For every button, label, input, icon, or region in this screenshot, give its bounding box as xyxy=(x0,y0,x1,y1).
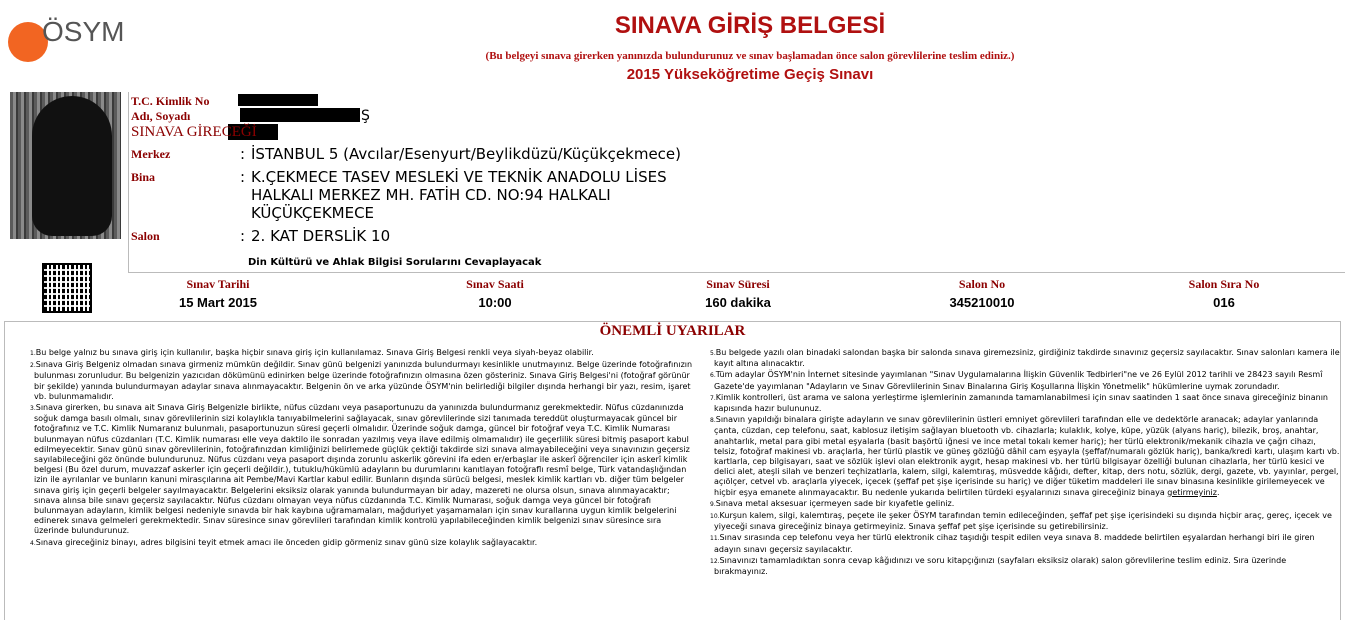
religion-questions-note: Din Kültürü ve Ahlak Bilgisi Sorularını Cevaplayacak xyxy=(248,257,542,268)
exam-name: 2015 Yükseköğretime Geçiş Sınavı xyxy=(626,66,874,83)
hall-number-label: Salon No xyxy=(958,277,1006,291)
exam-time-label: Sınav Saati xyxy=(466,277,524,291)
section-label: SINAVA GİRECEĞİ xyxy=(131,124,257,140)
warning-item: 5.Bu belgede yazılı olan binadaki salondan başka bir salonda sınava giremezsiniz, girdiğiniz takdirde sınavınız geçersiz sayılacaktır. Sınav salonları kamera ile kayıt altına alınacaktır. xyxy=(710,348,1340,369)
exam-date-label: Sınav Tarihi xyxy=(186,277,250,291)
warning-item: 2.Sınava Giriş Belgeniz olmadan sınava girmeniz mümkün değildir. Sınav günü belgenizi yanınızda bulundurmayı kesinlikle unutmayınız. Belge üzerinde fotoğrafınızın bulunması zorunludur. Bu belgenizin yazıcıdan dökümünü edinirken belge üzerinde fotoğrafınızın olmasına özen gösteriniz. Sınava Giriş Belgesi'ni (fotoğraf görünür bir şekilde) yanında bulundurmayan adaylar sınava alınmayacaktır. Belgenin ön ve arka yüzünde ÖSYM'nin belirlediği bilgiler dışında herhangi bir yazı, resim, işaret vb. bulunmamalıdır. xyxy=(30,360,693,401)
exam-duration-label: Sınav Süresi xyxy=(706,277,770,291)
tc-label: T.C. Kimlik No xyxy=(131,94,210,108)
center-colon: : xyxy=(240,145,246,163)
photo-redacted-face xyxy=(32,96,112,236)
logo-text: ÖSYM xyxy=(42,16,125,47)
underlined-word: getirmeyiniz xyxy=(1167,487,1217,497)
name-redaction xyxy=(240,108,360,122)
building-colon: : xyxy=(240,168,246,186)
tc-redaction xyxy=(238,94,318,106)
osym-logo xyxy=(8,14,138,74)
seat-number-label: Salon Sıra No xyxy=(1188,277,1260,291)
building-line-1: K.ÇEKMECE TASEV MESLEKİ VE TEKNİK ANADOLU LİSES xyxy=(251,168,667,186)
exam-time-value: 10:00 xyxy=(478,295,512,310)
hall-number xyxy=(892,277,1072,310)
document-subtitle: (Bu belgeyi sınava girerken yanınızda bulundurunuz ve sınav başlamadan önce salon görevlilerine teslim ediniz.) xyxy=(485,50,1015,62)
exam-date-value: 15 Mart 2015 xyxy=(178,295,258,310)
exam-date xyxy=(128,277,308,310)
warnings-title: ÖNEMLİ UYARILAR xyxy=(599,323,746,339)
center-label: Merkez xyxy=(131,147,171,161)
warning-item: 1.Bu belge yalnız bu sınava giriş için kullanılır, başka hiçbir sınava giriş için kullanılamaz. Sınava Giriş Belgesi renkli veya siyah-beyaz olabilir. xyxy=(30,348,594,357)
exam-time xyxy=(405,277,585,310)
exam-duration-value: 160 dakika xyxy=(705,295,771,310)
qr-code xyxy=(42,263,92,313)
warnings-left-column xyxy=(30,348,695,550)
warning-item: 3.Sınava girerken, bu sınava ait Sınava Giriş Belgenizle birlikte, nüfus cüzdanı veya pasaportunuzu da yanınızda bulundurmanız gerekmektedir. Nüfus cüzdanınızda soğuk damga basılı olmalı, sınav görevlilerinin sizi kolaylıkla tanıyabilmelerini sağlayacak, sınav görevlilerinde sizi tanımada tereddüt oluşturmayacak güncel bir fotoğrafınız ve T.C. Kimlik Numaranız bulunmalı, pasaportunuzun süresi geçerli olmalıdır. Üzerinde soğuk damga, güncel bir fotoğraf veya T.C. Kimlik Numarası bulunmayan nüfus cüzdanları (T.C. Kimlik numarası elle veya daktilo ile sonradan yazılmış veya ilave edilmiş olmamalıdır) ile geçerlilik süresi bitmiş pasaport kabul edilmeyecektir. Sınav günü sınav görevlilerinin, fotoğrafınızdan kimliğinizi belirlemede güçlük çektiği takdirde sizi sınava almayabileceğini veya sınavınızın geçersiz sayılabileceğini göz önünde bulundurunuz. Nüfus cüzdanı veya pasaport dışında zorunlu askerlik görevini ifa eden er/erbaşlar ile askerî öğrenciler için askerî kimlik belgesi (Bu özel durum, muvazzaf askerler için geçerli değildir.), tutuklu/hükümlü adayların bu durumlarını kanıtlayan fotoğraflı resmî belge, Türk vatandaşlığından izin ile ayrılanlar ve bunların kanuni mirasçılarına ait Pembe/Mavi Kartlar kabul edilir. Bunların dışında sürücü belgesi, meslek kimlik kartları vb. diğer tüm belgeler sınava giriş için geçerli belgeler sayılmayacaktır. Belgelerini eksiksiz olarak yanında bulundurmayan bir aday, mazereti ne olursa olsun, sınava alınmayacaktır; sınava alınsa bile sınavı geçersiz sayılacaktır. Nüfus cüzdanı olmayan veya nüfus cüzdanında T.C. Kimlik Numarası, soğuk damga veya güncel bir fotoğrafı bulunmayan adayların, kimlik belgesi nedeniyle sınavda bir hak kaybına uğramamaları, mağduriyet yaşamamaları için sınav kurallarına uygun kimlik belgelerini edinerek sınava gelmeleri gerekmektedir. Sınav süresince sınav görevlileri tarafından kimlik kontrolü yapılabileceğinden kimlik belgenizi sınav süresince sıra üzerinde bulundurunuz. xyxy=(30,403,690,536)
warning-item: 6.Tüm adaylar ÖSYM'nin İnternet sitesinde yayımlanan "Sınav Uygulamalarına İlişkin Güvenlik Tedbirleri"ne ve 26 Eylül 2012 tarihli ve 28423 sayılı Resmî Gazete'de yayımlanan "Adayların ve Sınav Görevlilerinin Sınav Binalarına Giriş Koşullarına İlişkin Yönetmelik" hükümlerine uymak zorundadır. xyxy=(710,370,1323,391)
hall-label: Salon xyxy=(131,229,160,243)
hall-colon: : xyxy=(240,227,246,245)
building-line-3: KÜÇÜKÇEKMECE xyxy=(251,204,375,222)
seat-number xyxy=(1134,277,1314,310)
hall-value: 2. KAT DERSLİK 10 xyxy=(251,227,391,245)
building-label: Bina xyxy=(131,170,156,184)
warning-item: 9.Sınava metal aksesuar içermeyen sade bir kıyafetle geliniz. xyxy=(710,498,955,508)
hall-number-value: 345210010 xyxy=(949,295,1015,310)
warning-item: 4.Sınava gireceğiniz binayı, adres bilgisini teyit etmek amacı ile önceden gidip görmeniz sınav günü size kolaylık sağlayacaktır. xyxy=(30,537,538,547)
name-visible-tail: Ş xyxy=(361,108,370,124)
name-label: Adı, Soyadı xyxy=(131,109,191,123)
warnings-right-column xyxy=(710,348,1340,578)
warning-item: 8.Sınavın yapıldığı binalara girişte adayların ve sınav görevlilerinin üstleri emniyet görevlileri tarafından elle ve dedektörle aranacak; adaylar yanlarında çanta, cüzdan, cep telefonu, saat, kablosuz iletişim sağlayan bluetooth vb. cihazlarla; kulaklık, kolye, küpe, yüzük (alyans hariç), bilezik, broş, anahtar, anahtarlık, metal para gibi metal eşyalarla (basit başörtü iğnesi ve ince metal tokalı kemer hariç); her türlü elektronik/mekanik cihazla ve çağrı cihazı, telsiz, fotoğraf makinesi vb. araçlarla, her türlü plastik ve güneş gözlüğü dâhil cam eşyayla (şeffaf/numaralı gözlük hariç), banka/kredi kartı, ulaşım kartı vb. kartlarla, cep bilgisayarı, saat ve sözlük işlevi olan elektronik aygıt, hesap makinesi vb. her türlü bilgisayar özelliği bulunan cihazlarla, her türlü kesici ve delici alet, ateşli silah ve benzeri teçhizatlarla, kalem, silgi, kalemtıraş, müsvedde kâğıdı, defter, kitap, ders notu, sözlük, dergi, gazete, vb. yayınlar, pergel, açıölçer, cetvel vb. araçlarla yiyecek, içecek (şeffaf pet şişe içerisinde su hariç) ve diğer tüketim maddeleri ile sınav binasına kesinlikle girilemeyecek ve hiçbir eşya emanete alınmayacaktır. Bu nedenle yukarıda belirtilen türdeki eşyalarınızı sınava gireceğiniz binaya getirmeyiniz. xyxy=(710,415,1340,497)
warning-item: 11.Sınav sırasında cep telefonu veya her türlü elektronik cihaz taşıdığı tespit edilen veya sınava 8. maddede belirtilen eşyalardan herhangi biri ile giren adayın sınavı geçersiz sayılacaktır. xyxy=(710,533,1315,554)
warning-item: 12.Sınavınızı tamamladıktan sonra cevap kâğıdınızı ve soru kitapçığınızı (sayfaları eksiksiz olarak) salon görevlilerine teslim ediniz. Sıra üzerinde bırakmayınız. xyxy=(710,555,1287,577)
warning-item: 10.Kurşun kalem, silgi, kalemtıraş, peçete ile şeker ÖSYM tarafından temin edileceğinden, şeffaf pet şişe içerisindeki su dışında hiçbir araç, gereç, içecek ve yiyeceği sınava gireceğiniz binaya getirmeyiniz. Sınava şeffaf pet şişe içerisinde su getirebilirsiniz. xyxy=(710,511,1332,532)
document-title: SINAVA GİRİŞ BELGESİ xyxy=(614,12,886,39)
warning-item: 7.Kimlik kontrolleri, üst arama ve salona yerleştirme işlemlerinin zamanında tamamlanabilmesi için sınav saatinden 1 saat önce sınava gireceğiniz binanın kapısında hazır bulununuz. xyxy=(710,392,1328,414)
candidate-photo xyxy=(10,92,121,239)
center-value: İSTANBUL 5 (Avcılar/Esenyurt/Beylikdüzü/Küçükçekmece) xyxy=(251,145,681,163)
exam-duration xyxy=(648,277,828,310)
building-line-2: HALKALI MERKEZ MH. FATİH CD. NO:94 HALKALI xyxy=(251,186,611,204)
exam-info-row xyxy=(128,277,1345,319)
seat-number-value: 016 xyxy=(1213,295,1235,310)
